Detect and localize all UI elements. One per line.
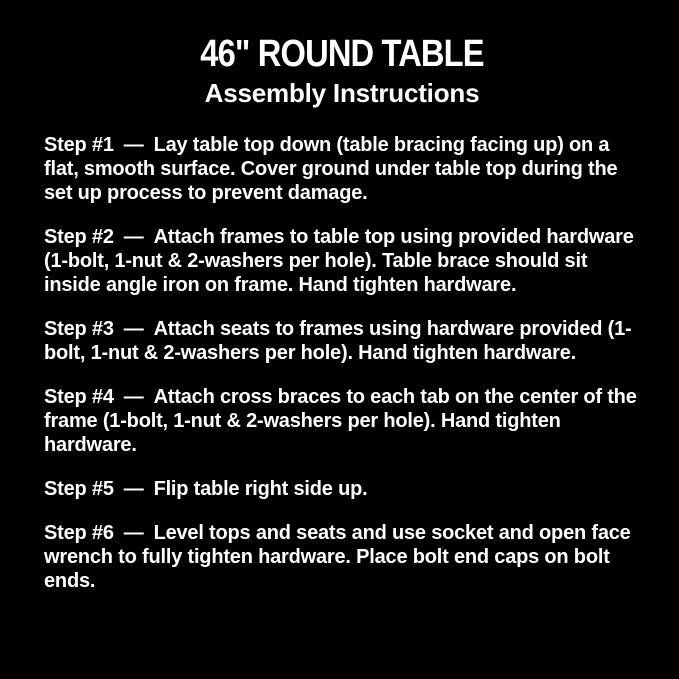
step-text: Flip table right side up.	[153, 478, 368, 500]
step-separator: —	[123, 134, 144, 156]
step-text: Attach frames to table top using provided hardware (1-bolt, 1-nut & 2-washers per hole). Table brace should sit inside angle iron on frame. Hand tighten hardware.	[44, 226, 634, 296]
step-label: Step #6	[44, 522, 114, 544]
step-label: Step #4	[44, 386, 114, 408]
step-item-1	[44, 133, 640, 205]
page-title: 46" ROUND TABLE	[200, 33, 484, 75]
step-separator: —	[123, 522, 144, 544]
page-subtitle: Assembly Instructions	[204, 78, 480, 108]
step-label: Step #3	[44, 318, 114, 340]
step-separator: —	[123, 226, 144, 248]
step-item-4	[44, 385, 640, 457]
step-label: Step #5	[44, 478, 114, 500]
step-label: Step #2	[44, 226, 114, 248]
step-separator: —	[123, 318, 144, 340]
step-text: Attach seats to frames using hardware provided (1-bolt, 1-nut & 2-washers per hole). Hand tighten hardware.	[44, 318, 632, 364]
step-item-5	[44, 477, 640, 501]
step-item-3	[44, 317, 640, 365]
step-label: Step #1	[44, 134, 114, 156]
step-separator: —	[123, 478, 144, 500]
steps-list	[44, 133, 640, 593]
step-text: Level tops and seats and use socket and open face wrench to fully tighten hardware. Place bolt end caps on bolt ends.	[44, 522, 631, 592]
step-text: Attach cross braces to each tab on the center of the frame (1-bolt, 1-nut & 2-washers per hole). Hand tighten hardware.	[44, 386, 637, 456]
step-text: Lay table top down (table bracing facing up) on a flat, smooth surface. Cover ground under table top during the set up process to prevent damage.	[44, 134, 618, 204]
step-item-2	[44, 225, 640, 297]
step-item-6	[44, 521, 640, 593]
step-separator: —	[123, 386, 144, 408]
